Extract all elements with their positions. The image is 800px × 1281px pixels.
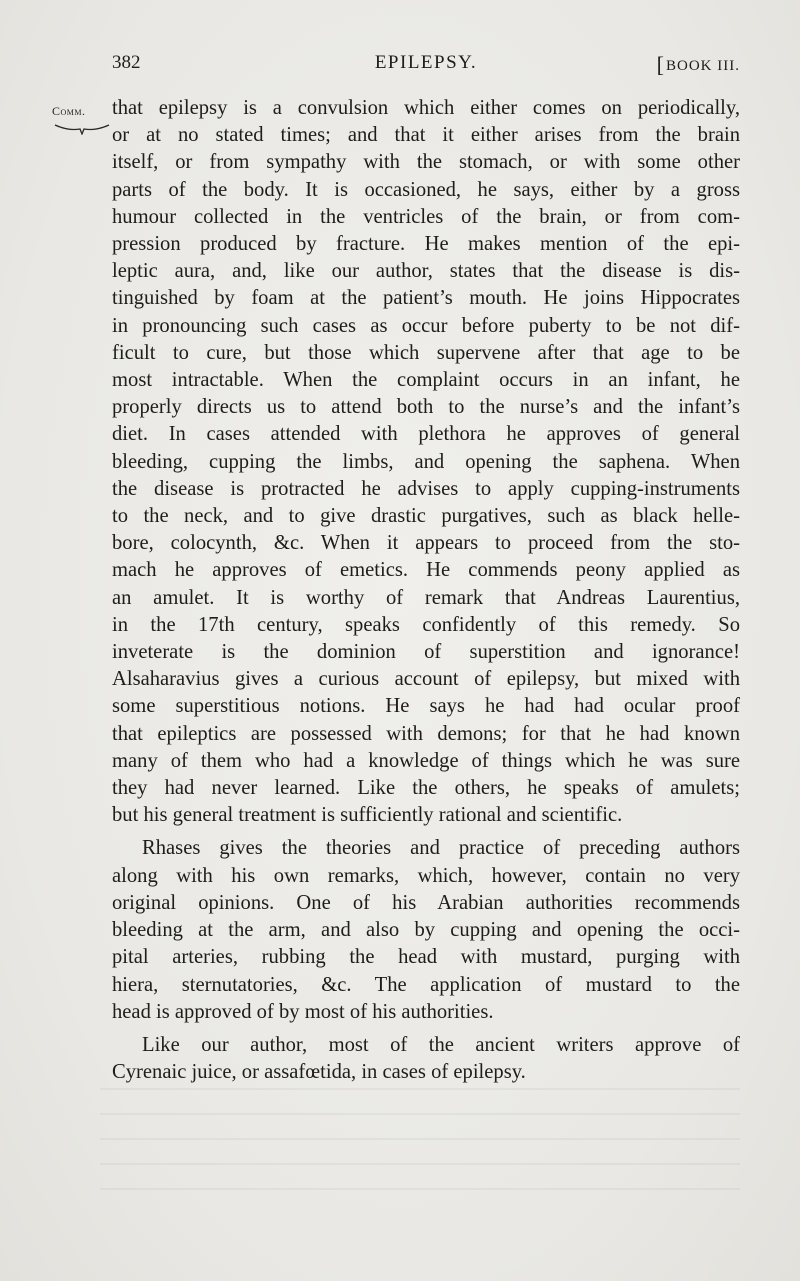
book-label-bracket: [ <box>656 52 665 77</box>
text-line: to the neck, and to give drastic purgatives, such as black helle- <box>112 505 740 528</box>
text-line: ficult to cure, but those which supervene after that age to be <box>112 341 740 364</box>
show-through-texture <box>100 1070 740 1190</box>
text-line: pression produced by fracture. He makes mention of the epi- <box>112 233 740 256</box>
text-line: or at no stated times; and that it either arises from the brain <box>112 124 740 147</box>
text-line: parts of the body. It is occasioned, he says, either by a gross <box>112 178 740 201</box>
text-line: mach he approves of emetics. He commends peony applied as <box>112 559 740 582</box>
text-line: that epileptics are possessed with demons; for that he had known <box>112 722 740 745</box>
text-line: in the 17th century, speaks confidently of this remedy. So <box>112 613 740 636</box>
text-line: inveterate is the dominion of superstition and ignorance! <box>112 641 740 664</box>
text-line: itself, or from sympathy with the stomach, or with some other <box>112 151 740 174</box>
book-label-text: BOOK III. <box>666 58 740 74</box>
text-line: Alsaharavius gives a curious account of epilepsy, but mixed with <box>112 668 740 691</box>
text-line: head is approved of by most of his authorities. <box>112 1000 494 1023</box>
text-line: Rhases gives the theories and practice of preceding authors <box>142 837 740 860</box>
text-line: original opinions. One of his Arabian authorities recommends <box>112 891 740 914</box>
text-line: most intractable. When the complaint occurs in an infant, he <box>112 369 740 392</box>
text-line: humour collected in the ventricles of the brain, or from com- <box>112 205 740 228</box>
paragraph <box>112 1032 740 1086</box>
margin-note-comm: Comm. <box>52 104 86 118</box>
book-label <box>657 52 740 78</box>
running-header <box>112 52 740 82</box>
text-line: Cyrenaic juice, or assafœtida, in cases of epilepsy. <box>112 1061 526 1084</box>
text-line: they had never learned. Like the others, he speaks of amulets; <box>112 777 740 800</box>
text-line: tinguished by foam at the patient’s mouth. He joins Hippocrates <box>112 287 740 310</box>
commentary-text <box>112 95 740 1086</box>
text-line: in pronouncing such cases as occur before puberty to be not dif- <box>112 314 740 337</box>
text-line: that epilepsy is a convulsion which either comes on periodically, <box>112 97 740 119</box>
text-line: many of them who had a knowledge of things which he was sure <box>112 749 740 772</box>
text-line: hiera, sternutatories, &c. The application of mustard to the <box>112 973 740 996</box>
text-line: bore, colocynth, &c. When it appears to proceed from the sto- <box>112 532 740 555</box>
text-line: properly directs us to attend both to the nurse’s and the infant’s <box>112 396 740 419</box>
running-title: EPILEPSY. <box>374 52 478 73</box>
text-line: diet. In cases attended with plethora he approves of general <box>112 423 740 446</box>
text-line: bleeding at the arm, and also by cupping and opening the occi- <box>112 919 740 942</box>
text-line: Like our author, most of the ancient writers approve of <box>142 1033 740 1056</box>
text-line: bleeding, cupping the limbs, and opening the saphena. When <box>112 450 740 473</box>
text-line: an amulet. It is worthy of remark that Andreas Laurentius, <box>112 586 740 609</box>
text-line: along with his own remarks, which, however, contain no very <box>112 864 740 887</box>
text-line: pital arteries, rubbing the head with mustard, purging with <box>112 946 740 969</box>
text-line: the disease is protracted he advises to apply cupping-instruments <box>112 477 740 500</box>
text-line: but his general treatment is sufficiently rational and scientific. <box>112 804 623 827</box>
text-line: some superstitious notions. He says he had had ocular proof <box>112 695 740 718</box>
paragraph <box>112 95 740 829</box>
margin-brace-icon <box>54 123 110 135</box>
text-line: leptic aura, and, like our author, states that the disease is dis- <box>112 260 740 283</box>
paragraph <box>112 835 740 1025</box>
page-number: 382 <box>112 52 141 73</box>
